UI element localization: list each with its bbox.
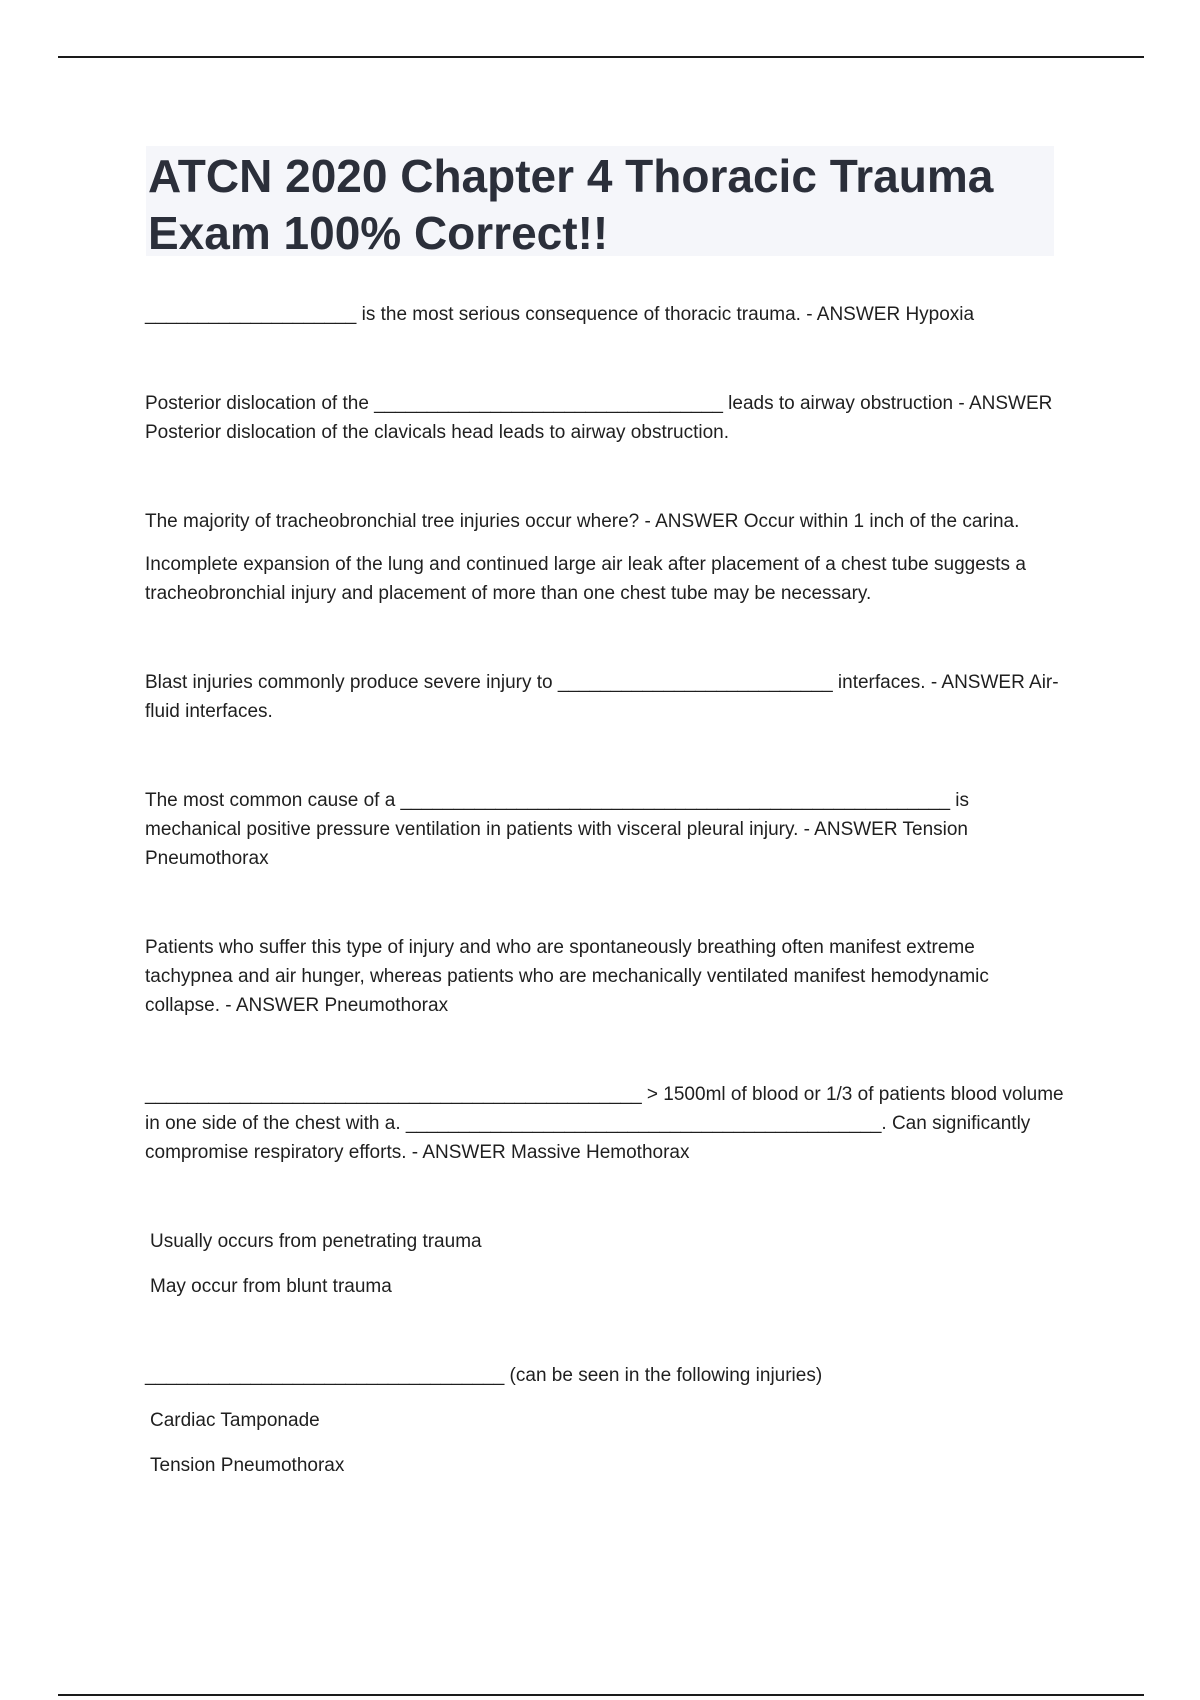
list-item: Usually occurs from penetrating trauma	[150, 1231, 482, 1252]
footer-rule	[58, 1694, 1144, 1696]
document-body	[145, 300, 1065, 1480]
qa-item: _______________________________________________ > 1500ml of blood or 1/3 of patients blood volume in one side of the chest with a. _____________________________________________. Can significantly compromise respiratory efforts. - ANSWER Massive Hemothorax	[145, 1084, 1064, 1163]
qa-item: Blast injuries commonly produce severe injury to __________________________ interfaces. - ANSWER Air-fluid interfaces.	[145, 672, 1059, 722]
qa-item: The majority of tracheobronchial tree injuries occur where? - ANSWER Occur within 1 inch of the carina.	[145, 511, 1020, 532]
qa-item: The most common cause of a ____________________________________________________ is mechanical positive pressure ventilation in patients with visceral pleural injury. - ANSWER Tension Pneumothorax	[145, 790, 970, 869]
title-block	[146, 146, 1054, 259]
header-rule	[58, 56, 1144, 58]
qa-explanation: Incomplete expansion of the lung and continued large air leak after placement of a chest tube suggests a tracheobronchial injury and placement of more than one chest tube may be necessary.	[145, 554, 1026, 604]
list-item: Cardiac Tamponade	[150, 1410, 320, 1431]
qa-item: __________________________________ (can be seen in the following injuries)	[145, 1365, 823, 1386]
qa-item: Patients who suffer this type of injury and who are spontaneously breathing often manifest extreme tachypnea and air hunger, whereas patients who are mechanically ventilated manifest hemodynamic collapse. - ANSWER Pneumothorax	[145, 937, 989, 1016]
qa-item: Posterior dislocation of the _________________________________ leads to airway obstruction - ANSWER Posterior dislocation of the clavicals head leads to airway obstruction.	[145, 393, 1053, 443]
list-item: Tension Pneumothorax	[150, 1455, 345, 1476]
list-item: May occur from blunt trauma	[150, 1276, 392, 1297]
document-title: ATCN 2020 Chapter 4 Thoracic Trauma Exam 100% Correct!!	[148, 150, 994, 259]
qa-item: ____________________ is the most serious consequence of thoracic trauma. - ANSWER Hypoxia	[145, 304, 975, 325]
